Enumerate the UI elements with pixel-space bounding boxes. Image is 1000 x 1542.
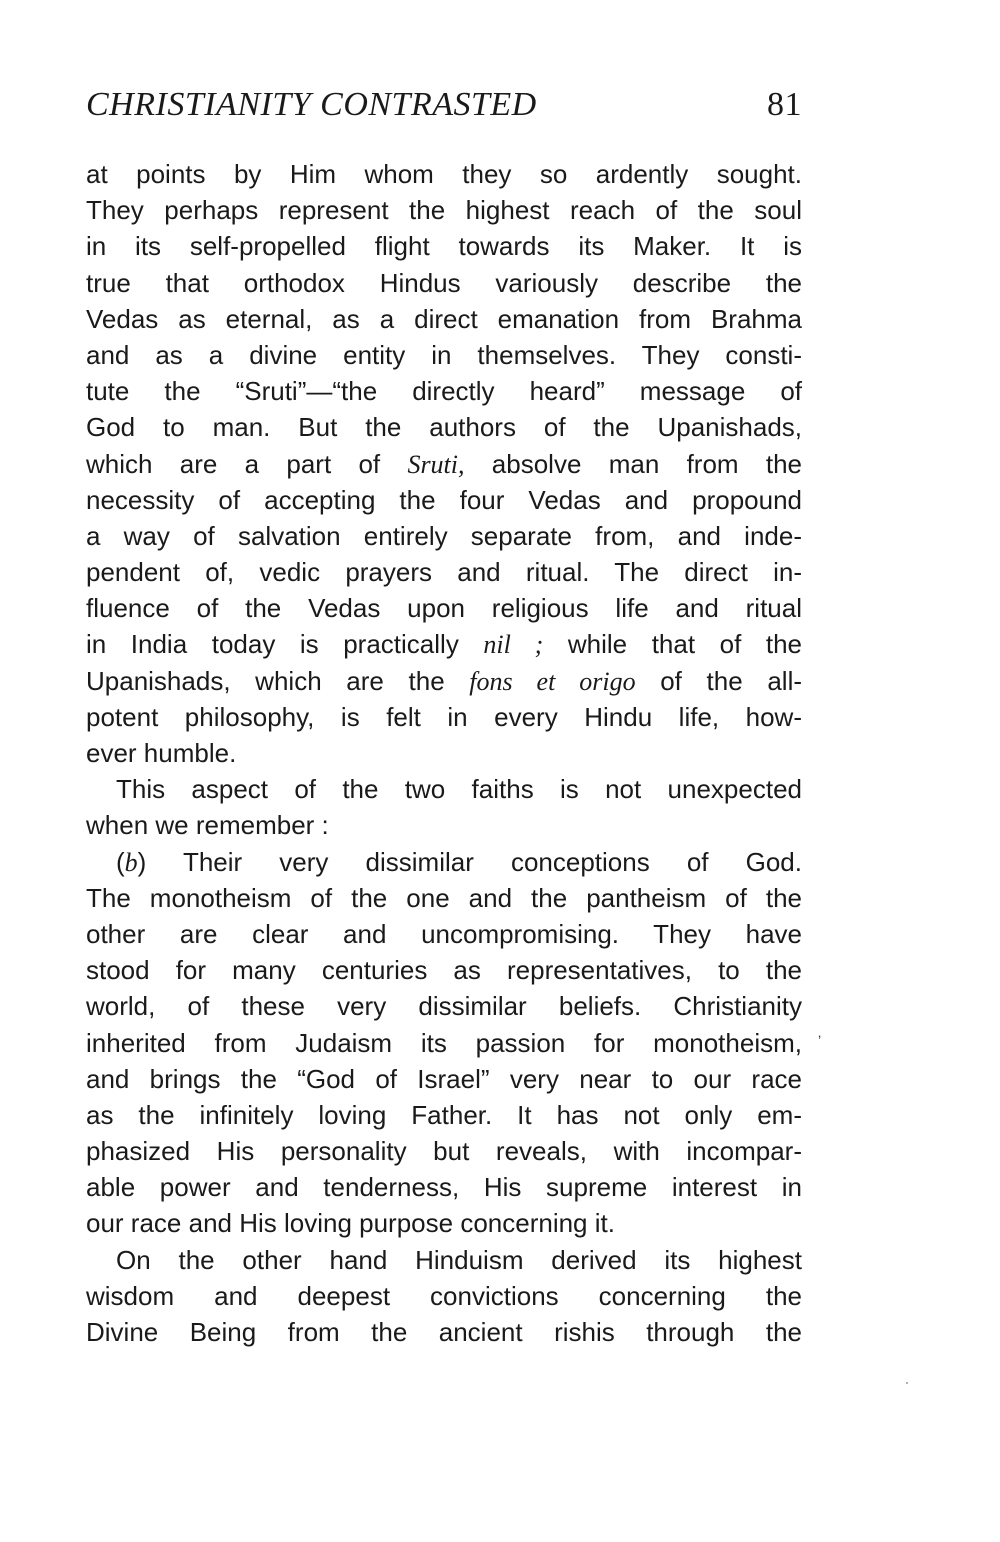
text-line: This aspect of the two faiths is not unexpected bbox=[116, 774, 802, 805]
italic-run: Sruti, bbox=[407, 449, 465, 479]
text-line: inherited from Judaism its passion for monotheism, bbox=[86, 1027, 802, 1058]
page-number: 81 bbox=[767, 86, 802, 123]
text-run: in India today is practically bbox=[86, 629, 484, 660]
running-head bbox=[86, 88, 802, 136]
text-line: potent philosophy, is felt in every Hindu life, how- bbox=[86, 701, 802, 732]
text-line: The monotheism of the one and the pantheism of the bbox=[86, 882, 802, 913]
text-line: at points by Him whom they so ardently sought. bbox=[86, 159, 802, 189]
text-line: stood for many centuries as representatives, to the bbox=[86, 955, 802, 986]
text-line bbox=[86, 844, 802, 880]
running-title: CHRISTIANITY CONTRASTED bbox=[86, 86, 537, 123]
text-run: while that of the bbox=[543, 629, 802, 660]
italic-run: nil ; bbox=[483, 630, 544, 660]
text-line: fluence of the Vedas upon religious life and ritual bbox=[86, 593, 802, 624]
italic-run: fons et origo bbox=[469, 666, 636, 696]
text-line: necessity of accepting the four Vedas and propound bbox=[86, 484, 802, 515]
text-run: Upanishads, which are the bbox=[86, 665, 470, 696]
text-line: able power and tenderness, His supreme interest in bbox=[86, 1172, 802, 1203]
body-text bbox=[86, 156, 802, 1350]
text-line: world, of these very dissimilar beliefs. Christianity bbox=[86, 991, 802, 1022]
text-line: ever humble. bbox=[86, 738, 237, 768]
text-line: our race and His loving purpose concerning it. bbox=[86, 1208, 615, 1239]
book-page bbox=[86, 88, 802, 1350]
paragraph bbox=[86, 1242, 802, 1351]
text-line: as the infinitely loving Father. It has not only em- bbox=[86, 1099, 802, 1130]
text-line bbox=[86, 626, 802, 662]
italic-run: b bbox=[124, 847, 138, 877]
text-line: when we remember : bbox=[86, 810, 329, 841]
text-line bbox=[86, 446, 802, 482]
margin-mark: ‚ bbox=[818, 1024, 822, 1040]
text-line: and as a divine entity in themselves. They consti- bbox=[86, 339, 802, 370]
paragraph bbox=[86, 771, 802, 843]
text-line: other are clear and uncompromising. They have bbox=[86, 918, 802, 949]
text-run: which are a part of bbox=[86, 448, 408, 479]
text-line bbox=[86, 663, 802, 699]
paragraph bbox=[86, 156, 802, 771]
text-line: true that orthodox Hindus variously describe the bbox=[86, 267, 802, 298]
text-line: and brings the “God of Israel” very near to our race bbox=[86, 1063, 802, 1094]
text-run: of the all- bbox=[635, 665, 802, 696]
text-run: ) Their very dissimilar conceptions of God. bbox=[137, 846, 802, 877]
text-line: God to man. But the authors of the Upanishads, bbox=[86, 412, 802, 443]
text-line: wisdom and deepest convictions concerning the bbox=[86, 1280, 802, 1311]
text-line: pendent of, vedic prayers and ritual. The direct in- bbox=[86, 557, 802, 588]
paragraph bbox=[86, 844, 802, 1242]
text-line: tute the “Sruti”—“the directly heard” message of bbox=[86, 376, 802, 407]
text-line: a way of salvation entirely separate from, and inde- bbox=[86, 520, 802, 551]
text-line: They perhaps represent the highest reach of the soul bbox=[86, 195, 802, 226]
text-run: absolve man from the bbox=[464, 448, 802, 479]
text-line: phasized His personality but reveals, with incompar- bbox=[86, 1136, 802, 1167]
text-run: ( bbox=[116, 846, 125, 877]
page-speck bbox=[906, 1382, 908, 1384]
text-line: On the other hand Hinduism derived its highest bbox=[116, 1244, 802, 1275]
text-line: Divine Being from the ancient rishis through the bbox=[86, 1317, 802, 1347]
text-line: Vedas as eternal, as a direct emanation from Brahma bbox=[86, 303, 802, 334]
text-line: in its self-propelled flight towards its Maker. It is bbox=[86, 231, 802, 262]
